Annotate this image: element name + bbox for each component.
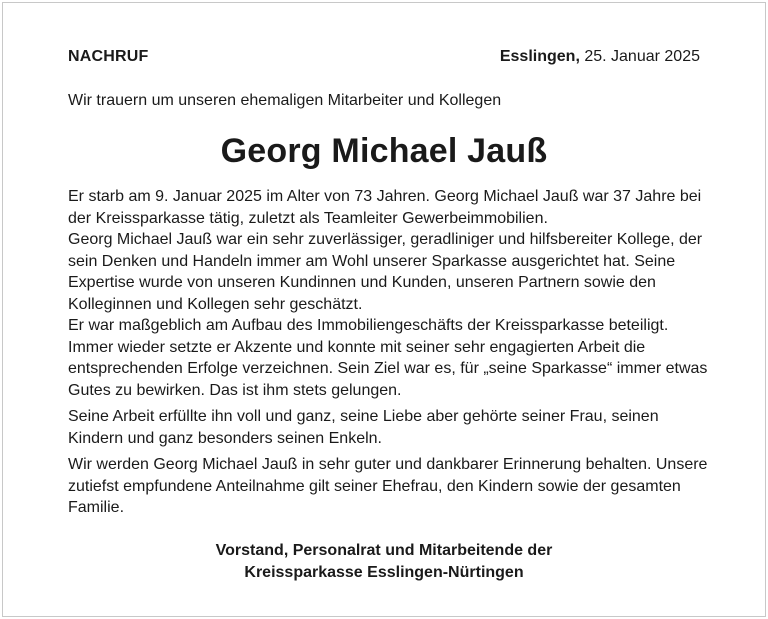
deceased-name: Georg Michael Jauß: [220, 132, 548, 170]
notice-header: [68, 48, 700, 66]
place-and-date: [500, 48, 700, 66]
paragraph: Er starb am 9. Januar 2025 im Alter von 73 Jahren. Georg Michael Jauß war 37 Jahre bei der Kreissparkasse tätig, zuletzt als Teamleiter Gewerbeimmobilien.: [68, 188, 702, 227]
date: 25. Januar 2025: [584, 48, 700, 65]
paragraph: Georg Michael Jauß war ein sehr zuverlässiger, geradliniger und hilfsbereiter Kollege, der sein Denken und Handeln immer am Wohl unserer Sparkasse ausgerichtet hat. Seine Expertise wurde von unseren Kundinnen und Kunden, unseren Partnern sowie den Kolleginnen und Kollegen sehr geschätzt.: [68, 231, 703, 313]
notice-type-label: NACHRUF: [68, 48, 149, 65]
paragraph: Wir werden Georg Michael Jauß in sehr guter und dankbarer Erinnerung behalten. Unsere zutiefst empfundene Anteilnahme gilt seiner Ehefrau, den Kindern sowie der gesamten Familie.: [68, 456, 708, 516]
paragraph: Er war maßgeblich am Aufbau des Immobiliengeschäfts der Kreissparkasse beteiligt. Immer wieder setzte er Akzente und konnte mit seiner sehr engagierten Arbeit die entsprechenden Erfolge verzeichnen. Sein Ziel war es, für „seine Sparkasse“ immer etwas Gutes zu bewirken. Das ist ihm stets gelungen.: [68, 317, 708, 399]
paragraph: Seine Arbeit erfüllte ihn voll und ganz, seine Liebe aber gehörte seiner Frau, seinen Kindern und ganz besonders seinen Enkeln.: [68, 408, 659, 447]
place: Esslingen,: [499, 48, 580, 65]
signature-line: Kreissparkasse Esslingen-Nürtingen: [244, 564, 524, 581]
signature-line: Vorstand, Personalrat und Mitarbeitende der: [215, 542, 553, 559]
obituary-text: [68, 186, 708, 524]
intro-line: Wir trauern um unseren ehemaligen Mitarbeiter und Kollegen: [68, 92, 502, 109]
signature-block: [0, 540, 768, 584]
